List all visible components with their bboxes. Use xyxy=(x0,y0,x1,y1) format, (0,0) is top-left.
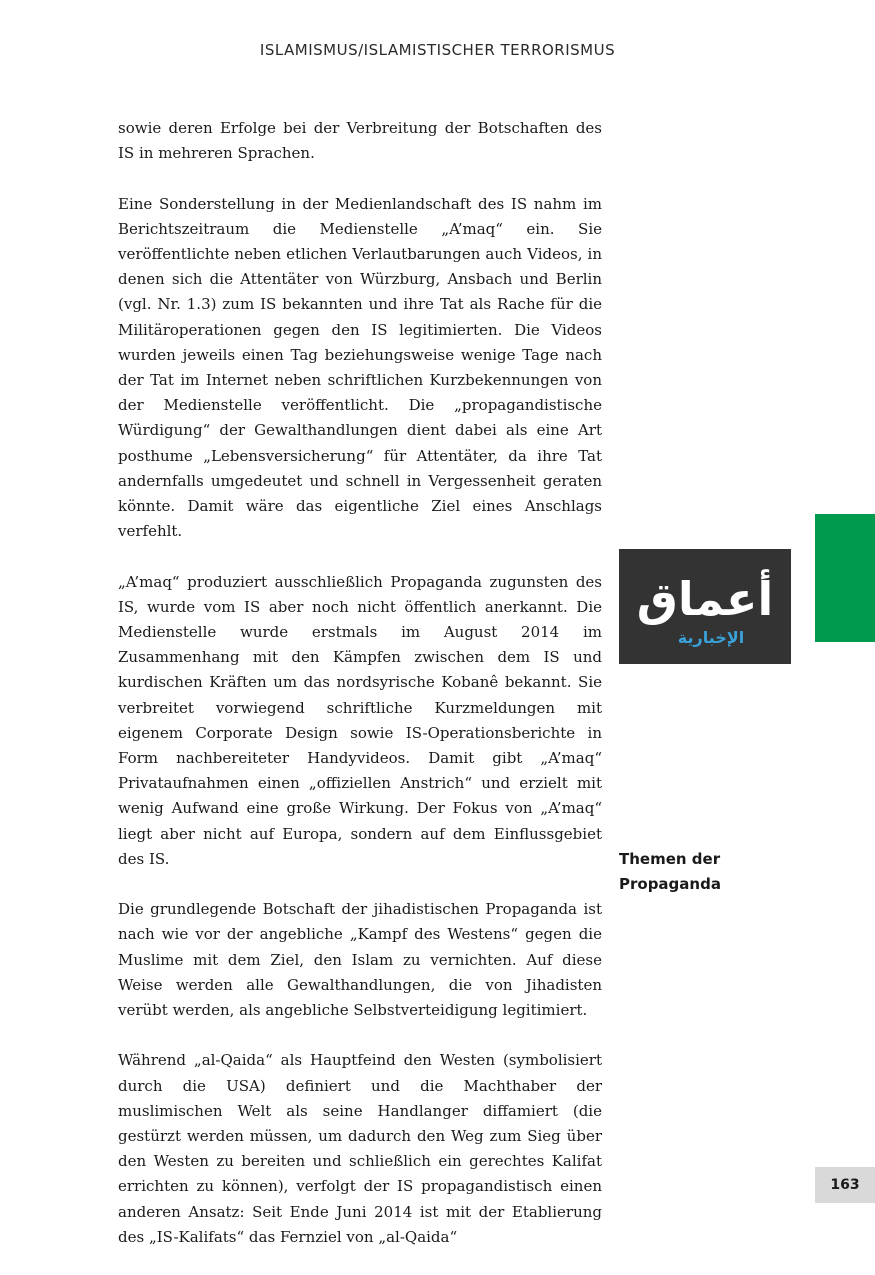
running-header: ISLAMISMUS/ISLAMISTISCHER TERRORISMUS xyxy=(259,41,616,59)
logo-main-text: أعماق xyxy=(636,572,774,626)
margin-heading-line: Themen der xyxy=(619,850,721,868)
amaq-logo xyxy=(619,549,791,664)
paragraph: sowie deren Erfolge bei der Verbreitung der Botschaften des IS in mehreren Sprachen. xyxy=(118,119,602,163)
body-text xyxy=(118,116,602,1275)
paragraph: „A’maq“ produziert ausschließlich Propaganda zugunsten des IS, wurde vom IS aber noch nicht öffentlich anerkannt. Die Medienstelle wurde erstmals im August 2014 im Zusammenhang mit den Kämpfen zwischen dem IS und kurdischen Kräften um das nordsyrische Kobanê bekannt. Sie verbreitet vorwiegend schriftliche Kurzmeldungen mit eigenem Corporate Design sowie IS-Operationsberichte in Form nachbereiteter Handyvideos. Damit gibt „A’maq“ Privataufnahmen einen „offiziellen Anstrich“ und erzielt mit wenig Aufwand eine große Wirkung. Der Fokus von „A’maq“ liegt aber nicht auf Europa, sondern auf dem Einflussgebiet des IS. xyxy=(118,572,602,868)
margin-heading xyxy=(619,847,769,897)
paragraph: Während „al-Qaida“ als Hauptfeind den Westen (symbolisiert durch die USA) definiert und die Machthaber der muslimischen Welt als seine Handlanger diffamiert (die gestürzt werden müssen, um dadurch den Weg zum Sieg über den Westen zu bereiten und schließlich ein gerechtes Kalifat errichten zu können), verfolgt der IS propagandistisch einen anderen Ansatz: Seit Ende Juni 2014 ist mit der Etablierung des „IS-Kalifats“ das Fernziel von „al-Qaida“ xyxy=(118,1051,602,1246)
chapter-tab xyxy=(815,514,875,642)
page-number: 163 xyxy=(815,1167,875,1203)
paragraph: Die grundlegende Botschaft der jihadistischen Propaganda ist nach wie vor der angebliche „Kampf des Westens“ gegen die Muslime mit dem Ziel, den Islam zu vernichten. Auf diese Weise werden alle Gewalthandlungen, die von Jihadisten verübt werden, als angebliche Selbstverteidigung legitimiert. xyxy=(118,900,602,1020)
margin-heading-line: Propaganda xyxy=(619,875,721,893)
logo-sub-text: الإخبارية xyxy=(677,628,745,647)
paragraph: Eine Sonderstellung in der Medienlandschaft des IS nahm im Berichtszeitraum die Medienstelle „A’maq“ ein. Sie veröffentlichte neben etlichen Verlautbarungen auch Videos, in denen sich die Attentäter von Würzburg, Ansbach und Berlin (vgl. Nr. 1.3) zum IS bekannten und ihre Tat als Rache für die Militäroperationen gegen den IS legitimierten. Die Videos wurden jeweils einen Tag beziehungsweise wenige Tage nach der Tat im Internet neben schriftlichen Kurzbekennungen von der Medienstelle veröffentlicht. Die „propagandistische Würdigung“ der Gewalthandlungen dient dabei als eine Art posthume „Lebensversicherung“ für Attentäter, da ihre Tat andernfalls umgedeutet und schnell in Vergessenheit geraten könnte. Damit wäre das eigentliche Ziel eines Anschlags verfehlt. xyxy=(118,194,602,541)
amaq-logo-graphic xyxy=(619,549,791,664)
